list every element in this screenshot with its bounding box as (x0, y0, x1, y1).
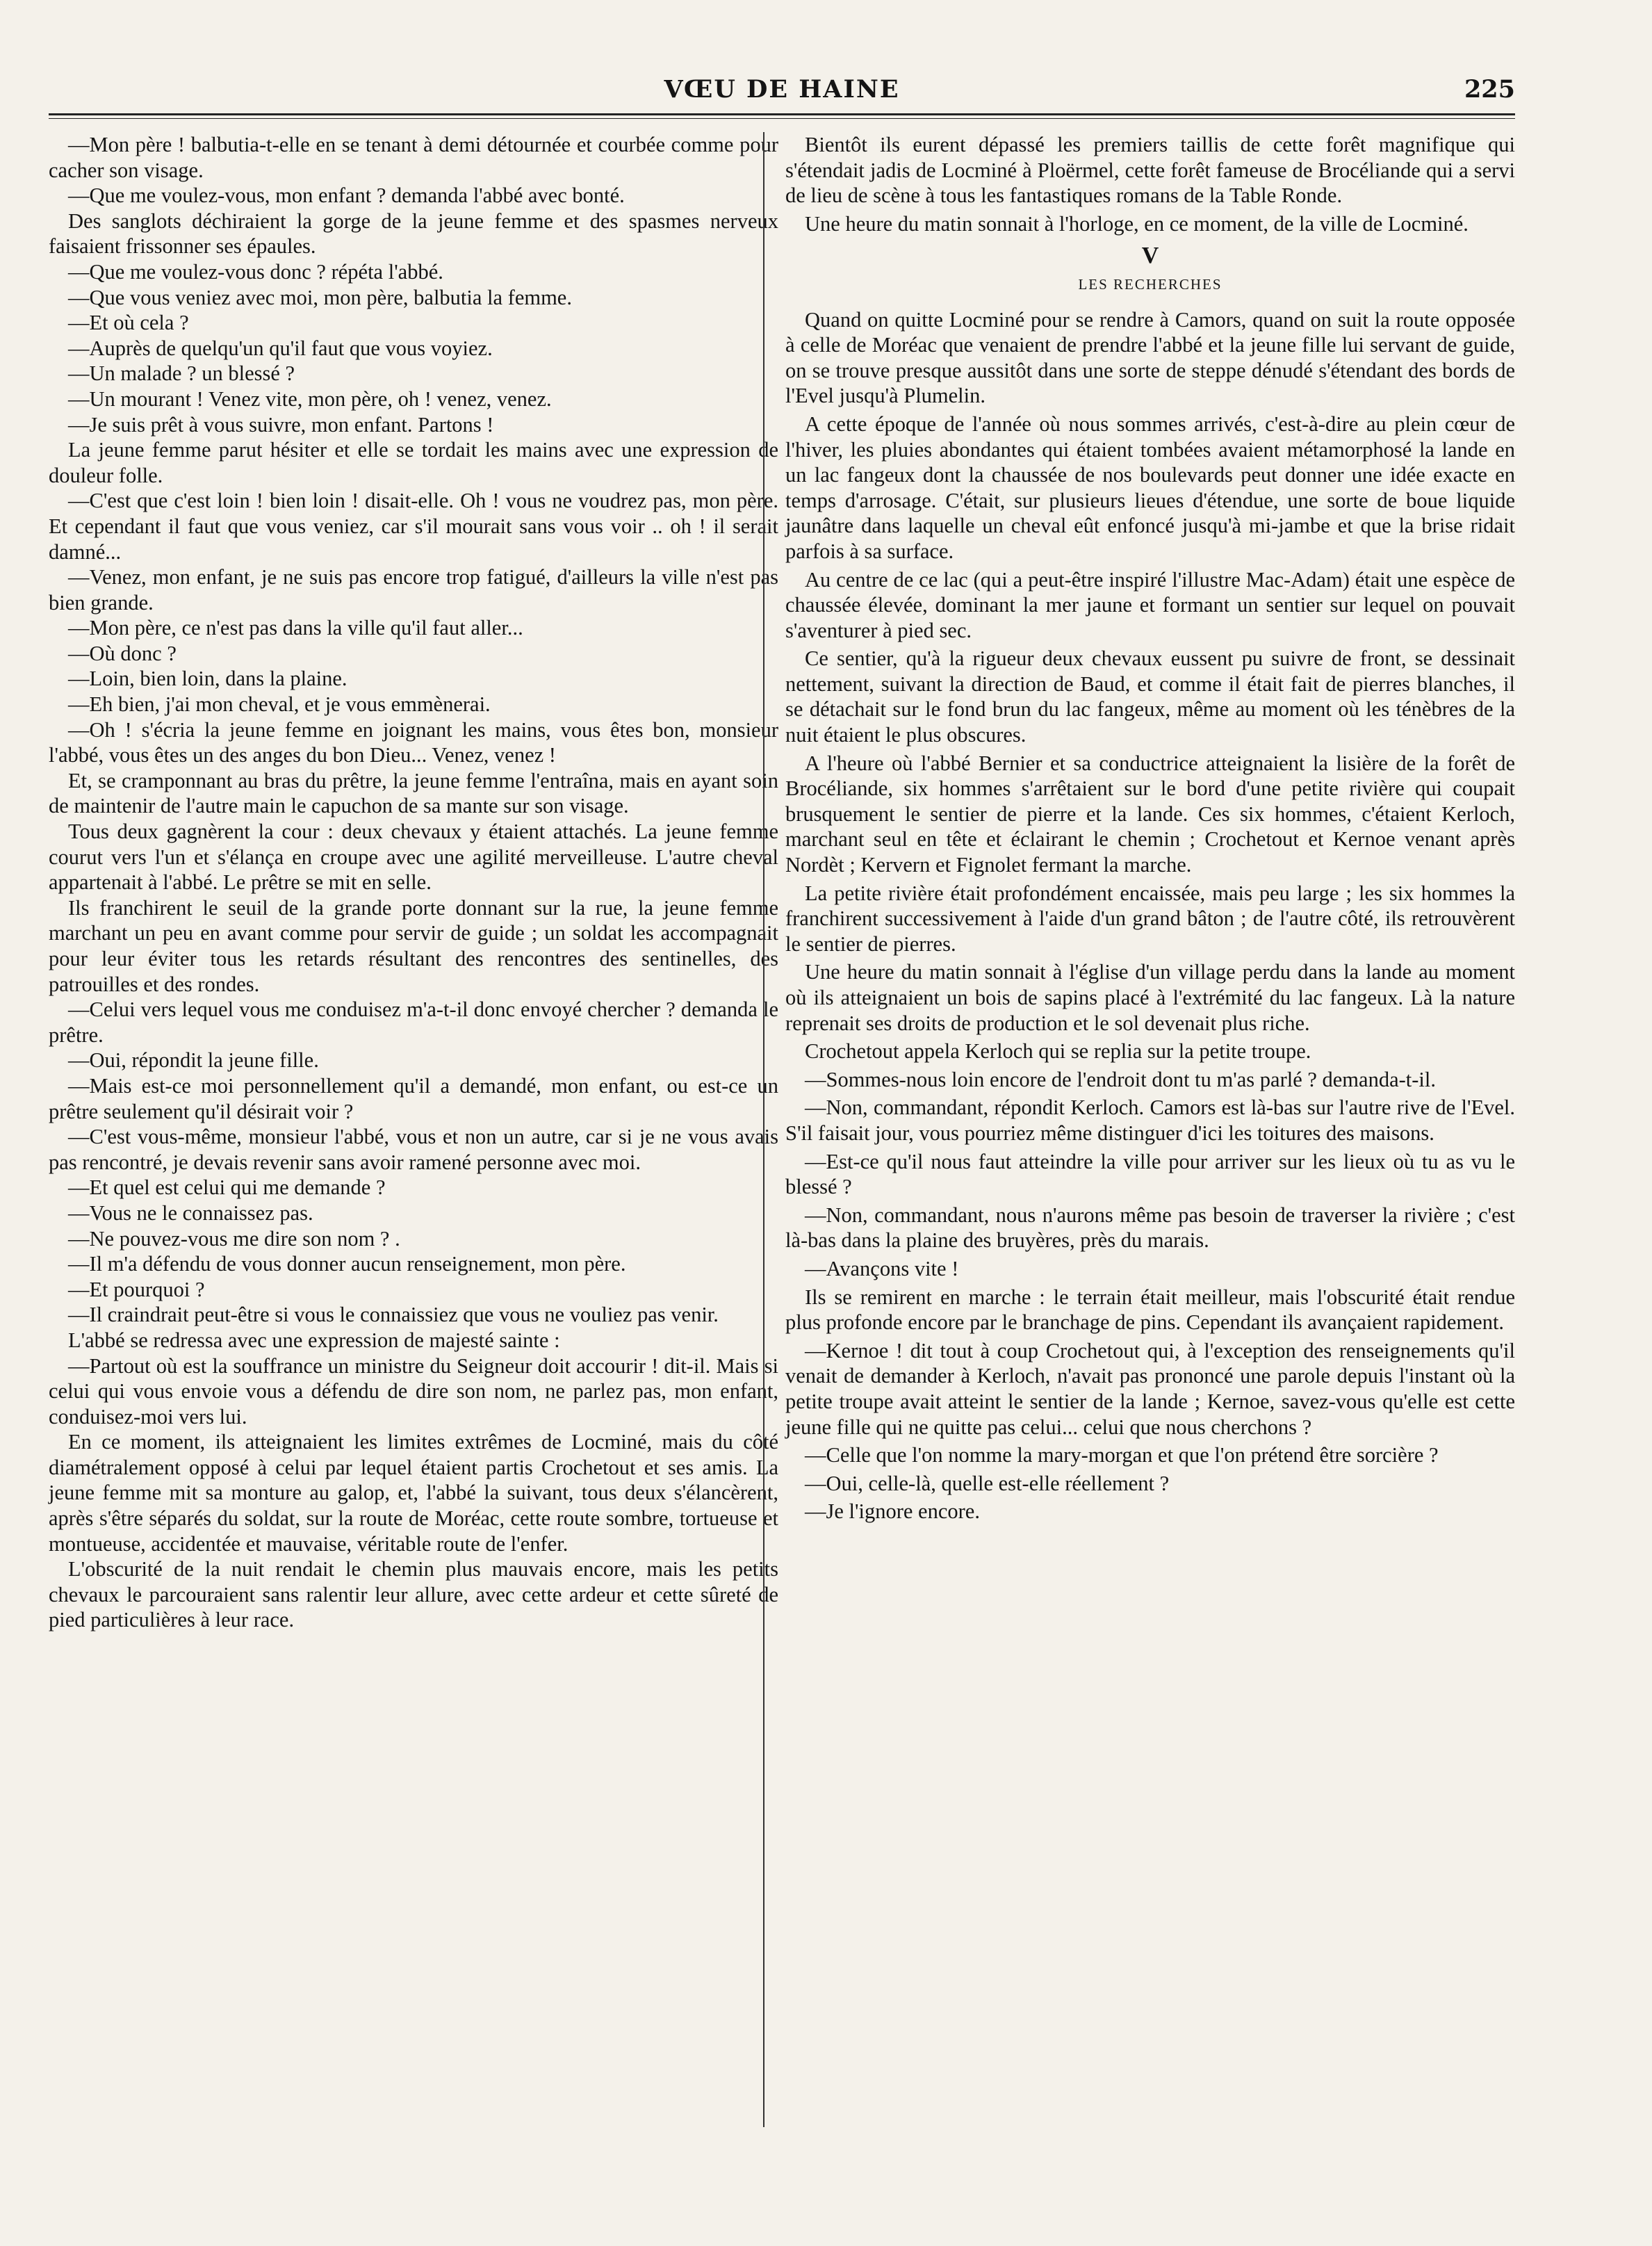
paragraph: Crochetout appela Kerloch qui se replia sur la petite troupe. (805, 1039, 1311, 1064)
paragraph: —Oh ! s'écria la jeune femme en joignant les mains, vous êtes bon, monsieur l'abbé, vous êtes un des anges du bon Dieu... Venez, venez ! (49, 717, 778, 767)
chapter-number: V (1141, 243, 1159, 269)
right-column-bottom (785, 307, 1515, 1524)
chapter-title: LES RECHERCHES (1078, 275, 1222, 293)
paragraph: —Avançons vite ! (805, 1256, 959, 1280)
paragraph: A cette époque de l'année où nous sommes arrivés, c'est-à-dire au plein cœur de l'hiver, les pluies abondantes qui étaient tombées avaient métamorphosé la lande en un lac fangeux dont la chaussée de nos boulevards peut donner une idée exacte en temps d'arrosage. C'était, sur plusieurs lieues d'étendue, une sorte de boue liquide jaunâtre dans laquelle un cheval eût enfoncé jusqu'à mi-jambe et que la brise ridait parfois à sa surface. (785, 412, 1515, 563)
paragraph: —Mon père ! balbutia-t-elle en se tenant à demi détournée et courbée comme pour cacher son visage. (49, 133, 778, 182)
paragraph: Quand on quitte Locminé pour se rendre à Camors, quand on suit la route opposée à celle de Moréac que venaient de prendre l'abbé et la jeune fille lui servant de guide, on se trouve presque aussitôt dans une sorte de steppe dénudé s'étendant des bords de l'Evel jusqu'à Plumelin. (785, 307, 1515, 408)
paragraph: —Où donc ? (68, 641, 177, 665)
paragraph: —Celle que l'on nomme la mary-morgan et que l'on prétend être sorcière ? (805, 1443, 1439, 1467)
left-column (49, 132, 778, 1633)
paragraph: —Est-ce qu'il nous faut atteindre la ville pour arriver sur les lieux où tu as vu le blessé ? (785, 1149, 1515, 1199)
paragraph: En ce moment, ils atteignaient les limites extrêmes de Locminé, mais du côté diamétralement opposé à celui par lequel étaient partis Crochetout et ses amis. La jeune femme mit sa monture au galop, et, l'abbé la suivant, tous deux s'élancèrent, après s'être séparés du soldat, sur la route de Moréac, cette route sombre, tortueuse et montueuse, accidentée et mauvaise, véritable route de l'enfer. (49, 1430, 778, 1556)
paragraph: Tous deux gagnèrent la cour : deux chevaux y étaient attachés. La jeune femme courut vers l'un et s'élança en croupe avec une agilité merveilleuse. L'autre cheval appartenait à l'abbé. Le prêtre se mit en selle. (49, 820, 778, 895)
page-number: 225 (1464, 75, 1515, 104)
column-divider (763, 132, 764, 2127)
paragraph: Ce sentier, qu'à la rigueur deux chevaux eussent pu suivre de front, se dessinait nettement, suivant la direction de Baud, et comme il était fait de pierres blanches, il se détachait sur le fond brun du lac fangeux, même au moment où les ténèbres de la nuit étaient le plus obscures. (785, 646, 1515, 747)
paragraph: —C'est vous-même, monsieur l'abbé, vous et non un autre, car si je ne vous avais pas rencontré, je devais revenir sans avoir ramené personne avec moi. (49, 1125, 778, 1174)
paragraph: Une heure du matin sonnait à l'église d'un village perdu dans la lande au moment où ils atteignaient un bois de sapins placé à l'extrémité du lac fangeux. Là la nature reprenait ses droits de production et le sol devenait plus riche. (785, 960, 1515, 1035)
paragraph: —Auprès de quelqu'un qu'il faut que vous voyiez. (68, 336, 493, 360)
paragraph: Une heure du matin sonnait à l'horloge, en ce moment, de la ville de Locminé. (805, 211, 1469, 236)
paragraph: —Que me voulez-vous, mon enfant ? demanda l'abbé avec bonté. (68, 184, 625, 208)
paragraph: —Sommes-nous loin encore de l'endroit dont tu m'as parlé ? demanda-t-il. (805, 1067, 1436, 1091)
paragraph: —Mais est-ce moi personnellement qu'il a demandé, mon enfant, ou est-ce un prêtre seulement qu'il désirait voir ? (49, 1073, 778, 1123)
paragraph: —Que vous veniez avec moi, mon père, balbutia la femme. (68, 285, 572, 309)
right-column-top (785, 132, 1515, 236)
paragraph: Ils se remirent en marche : le terrain était meilleur, mais l'obscurité était rendue plus profonde encore par le branchage de pins. Cependant ils avançaient rapidement. (785, 1285, 1515, 1335)
paragraph: La jeune femme parut hésiter et elle se tordait les mains avec une expression de douleur folle. (49, 438, 778, 487)
paragraph: —Ne pouvez-vous me dire son nom ? . (68, 1226, 400, 1251)
header-rule (49, 113, 1515, 115)
paragraph: —Loin, bien loin, dans la plaine. (68, 667, 347, 691)
paragraph: —C'est que c'est loin ! bien loin ! disait-elle. Oh ! vous ne voudrez pas, mon père. Et cependant il faut que vous veniez, car s'il mourait sans vous voir .. oh ! il serait damné... (49, 489, 778, 564)
paragraph: Ils franchirent le seuil de la grande porte donnant sur la rue, la jeune femme marchant un peu en avant comme pour servir de guide ; un soldat les accompagnait pour leur éviter tous les retards résultant des rencontres des sentinelles, des patrouilles et des rondes. (49, 895, 778, 996)
paragraph: —Je l'ignore encore. (805, 1499, 980, 1524)
paragraph: —Partout où est la souffrance un ministre du Seigneur doit accourir ! dit-il. Mais si celui qui vous envoie vous a défendu de dire son nom, ne parlez pas, mon enfant, conduisez-moi vers lui. (49, 1353, 778, 1429)
paragraph: Au centre de ce lac (qui a peut-être inspiré l'illustre Mac-Adam) était une espèce de chaussée élevée, dominant la mer jaune et formant un sentier sur lequel on pouvait s'aventurer à pied sec. (785, 567, 1515, 642)
paragraph: —Mon père, ce n'est pas dans la ville qu'il faut aller... (68, 616, 523, 640)
paragraph: —Celui vers lequel vous me conduisez m'a-t-il donc envoyé chercher ? demanda le prêtre. (49, 998, 778, 1047)
paragraph: —Et où cela ? (68, 311, 189, 335)
paragraph: —Un mourant ! Venez vite, mon père, oh ! venez, venez. (68, 386, 552, 411)
header-rule-thin (49, 118, 1515, 119)
paragraph: L'abbé se redressa avec une expression de majesté sainte : (68, 1328, 560, 1352)
paragraph: Des sanglots déchiraient la gorge de la jeune femme et des spasmes nerveux faisaient frissonner ses épaules. (49, 209, 778, 259)
paragraph: —Vous ne le connaissez pas. (68, 1201, 313, 1225)
paragraph: —Il craindrait peut-être si vous le connaissiez que vous ne vouliez pas venir. (68, 1303, 719, 1327)
paragraph: —Je suis prêt à vous suivre, mon enfant. Partons ! (68, 412, 494, 437)
paragraph: Bientôt ils eurent dépassé les premiers taillis de cette forêt magnifique qui s'étendait jadis de Locminé à Ploërmel, cette forêt fameuse de Brocéliande qui a servi de lieu de scène à tous les fantastiques romans de la Table Ronde. (785, 133, 1515, 208)
paragraph: —Non, commandant, nous n'aurons même pas besoin de traverser la rivière ; c'est là-bas dans la plaine des bruyères, près du marais. (785, 1203, 1515, 1253)
paragraph: —Il m'a défendu de vous donner aucun renseignement, mon père. (68, 1252, 626, 1276)
paragraph: —Et quel est celui qui me demande ? (68, 1175, 386, 1200)
paragraph: —Eh bien, j'ai mon cheval, et je vous emmènerai. (68, 692, 491, 717)
paragraph: —Kernoe ! dit tout à coup Crochetout qui, à l'exception des renseignements qu'il venait de demander à Kerloch, n'avait pas prononcé une parole depuis l'instant où la petite troupe avait atteint le sentier de la lande ; Kernoe, savez-vous qu'elle est cette jeune fille qui ne quitte pas celui... celui que nous cherchons ? (785, 1338, 1515, 1439)
paragraph: —Non, commandant, répondit Kerloch. Camors est là-bas sur l'autre rive de l'Evel. S'il faisait jour, vous pourriez même distinguer d'ici les toitures des maisons. (785, 1096, 1515, 1145)
running-title: VŒU DE HAINE (664, 75, 900, 104)
paragraph: Et, se cramponnant au bras du prêtre, la jeune femme l'entraîna, mais en ayant soin de maintenir de l'autre main le capuchon de sa mante sur son visage. (49, 768, 778, 818)
paragraph: —Que me voulez-vous donc ? répéta l'abbé. (68, 259, 443, 284)
page-header (49, 70, 1515, 111)
paragraph: La petite rivière était profondément encaissée, mais peu large ; les six hommes la franchirent successivement à l'aide d'un grand bâton ; de l'autre côté, ils retrouvèrent le sentier de pierres. (785, 881, 1515, 956)
right-column (785, 132, 1515, 1527)
paragraph: —Et pourquoi ? (68, 1277, 205, 1301)
paragraph: L'obscurité de la nuit rendait le chemin plus mauvais encore, mais les petits chevaux le parcouraient sans ralentir leur allure, avec cette ardeur et cette sûreté de pied particulières à leur race. (49, 1557, 778, 1632)
paragraph: —Oui, répondit la jeune fille. (68, 1048, 319, 1073)
paragraph: —Oui, celle-là, quelle est-elle réellement ? (805, 1471, 1170, 1495)
paragraph: A l'heure où l'abbé Bernier et sa conductrice atteignaient la lisière de la forêt de Brocéliande, six hommes s'arrêtaient sur le bord d'une petite rivière qui coupait brusquement le sentier de pierre et la lande. Ces six hommes, c'étaient Kerloch, marchant seul en tête et éclairant le chemin ; Crochetout et Kernoe venant après Nordèt ; Kervern et Fignolet fermant la marche. (785, 751, 1515, 877)
paragraph: —Un malade ? un blessé ? (68, 361, 295, 386)
paragraph: —Venez, mon enfant, je ne suis pas encore trop fatigué, d'ailleurs la ville n'est pas bien grande. (49, 565, 778, 615)
